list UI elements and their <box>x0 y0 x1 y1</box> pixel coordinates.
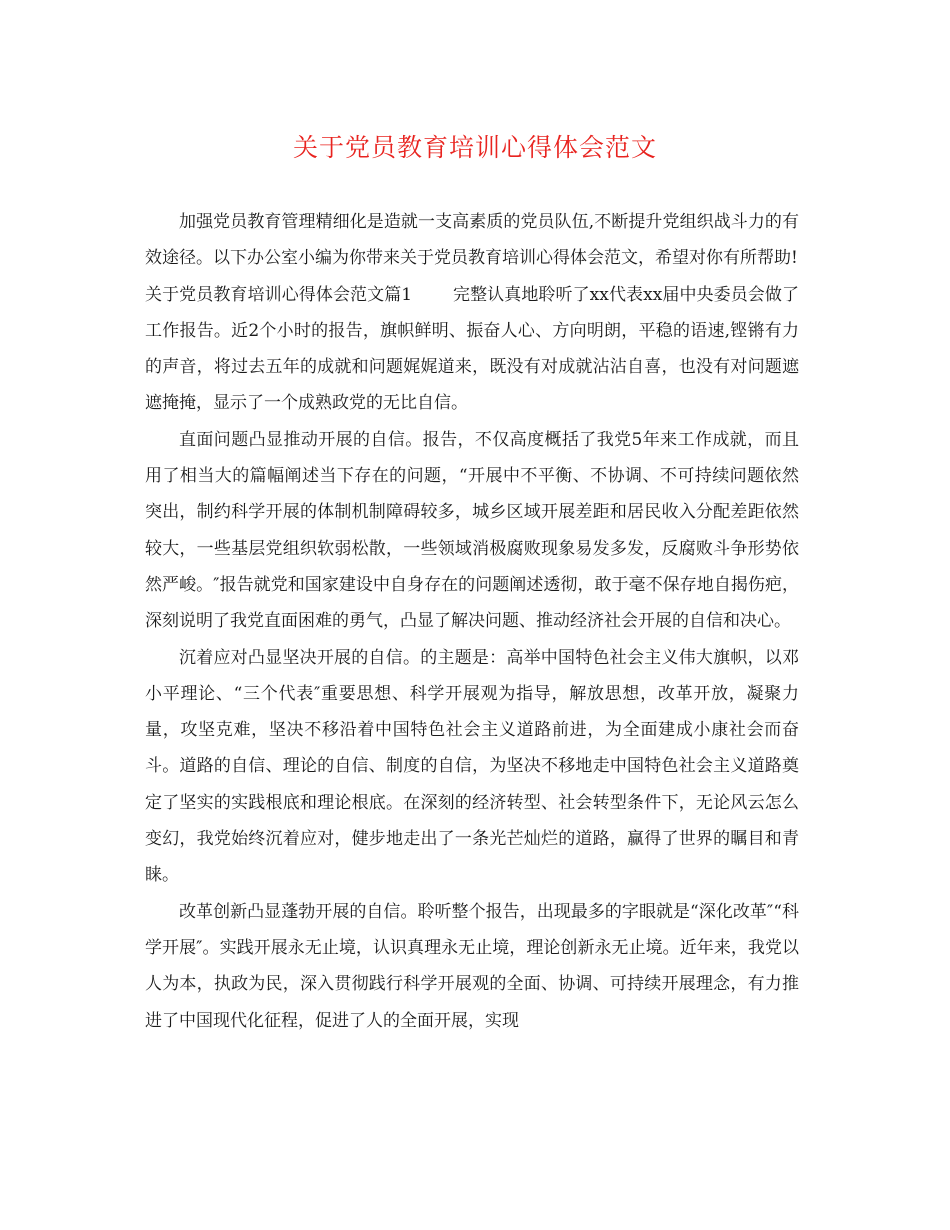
body-paragraph: 改革创新凸显蓬勃开展的自信。聆听整个报告，出现最多的字眼就是“深化改革″“科学开展″。实践开展永无止境，认识真理永无止境，理论创新永无止境。近年来，我党以人为本，执政为民，深入贯彻践行科学开展观的全面、协调、可持续开展理念，有力推进了中国现代化征程，促进了人的全面开展，实现 <box>145 901 799 1031</box>
section-first-paragraph <box>145 277 799 422</box>
section-heading: 关于党员教育培训心得体会范文篇1 <box>145 284 413 305</box>
section-first-text: 完整认真地聆听了xx代表xx届中央委员会做了工作报告。近2个小时的报告，旗帜鲜明、振奋人心、方向明朗，平稳的语速,铿锵有力的声音，将过去五年的成就和问题娓娓道来，既没有对成就沾沾自喜，也没有对问题遮遮掩掩，显示了一个成熟政党的无比自信。 <box>145 284 799 414</box>
document-title: 关于党员教育培训心得体会范文 <box>292 133 657 162</box>
body-paragraph: 沉着应对凸显坚决开展的自信。的主题是：高举中国特色社会主义伟大旗帜，以邓小平理论、“三个代表″重要思想、科学开展观为指导，解放思想，改革开放，凝聚力量，攻坚克难，坚决不移沿着中国特色社会主义道路前进，为全面建成小康社会而奋斗。道路的自信、理论的自信、制度的自信，为坚决不移地走中国特色社会主义道路奠定了坚实的实践根底和理论根底。在深刻的经济转型、社会转型条件下，无论风云怎么变幻，我党始终沉着应对，健步地走出了一条光芒灿烂的道路，赢得了世界的瞩目和青睐。 <box>145 647 799 886</box>
body-paragraph: 直面问题凸显推动开展的自信。报告，不仅高度概括了我党5年来工作成就，而且用了相当大的篇幅阐述当下存在的问题，“开展中不平衡、不协调、不可持续问题依然突出，制约科学开展的体制机制障碍较多，城乡区域开展差距和居民收入分配差距依然较大，一些基层党组织软弱松散，一些领域消极腐败现象易发多发，反腐败斗争形势依然严峻。″报告就党和国家建设中自身存在的问题阐述透彻，敢于毫不保存地自揭伤疤，深刻说明了我党直面困难的勇气，凸显了解决问题、推动经济社会开展的自信和决心。 <box>145 429 799 632</box>
intro-paragraph: 加强党员教育管理精细化是造就一支高素质的党员队伍,不断提升党组织战斗力的有效途径。以下办公室小编为你带来关于党员教育培训心得体会范文，希望对你有所帮助! <box>145 212 799 269</box>
document-body <box>145 204 799 1039</box>
